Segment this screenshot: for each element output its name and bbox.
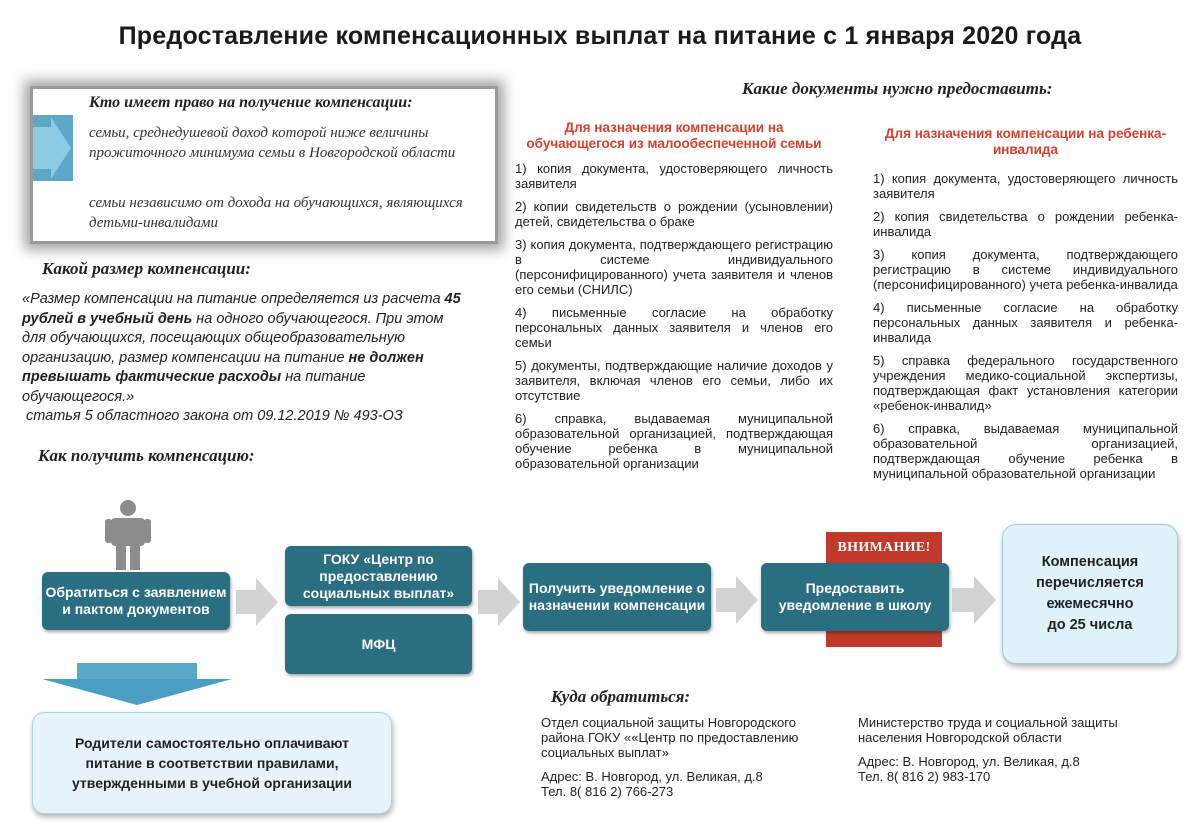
doc-item: 6) справка, выдаваемая муниципальной образовательной организацией, подтверждающая обучение ребенка в муниципальной образовательной организации (873, 421, 1178, 481)
quote-text: на одного обучающегося. При этом для обучающихся, посещающих общеобразовательную организацию, размер компенсации на питание (22, 310, 444, 366)
step-notice: Получить уведомление о назначении компенсации (523, 563, 711, 631)
doc-item: 4) письменные согласие на обработку персональных данных заявителя и ребенка-инвалида (873, 300, 1178, 345)
result-line: Компенсация (1041, 554, 1139, 570)
size-heading: Какой размер компенсации: (42, 259, 251, 278)
doc-item: 6) справка, выдаваемая муниципальной образовательной организацией, подтверждающая обучение ребенка в муниципальной образовательной организации (515, 411, 833, 471)
office-name: Отдел социальной защиты Новгородского района ГОКУ ««Центр по предоставлению социальных выплат» (541, 715, 799, 760)
arrow-right-icon (952, 576, 996, 624)
arrow-right-icon (33, 115, 73, 181)
office-social-protection (541, 715, 826, 799)
docs-column-title: Для назначения компенсации на ребенка-инвалида (884, 126, 1167, 157)
office-phone: Тел. 8( 816 2) 983-170 (858, 769, 991, 784)
arrow-right-icon (716, 576, 758, 624)
doc-item: 1) копия документа, удостоверяющего личность заявителя (873, 171, 1178, 201)
eligibility-heading: Кто имеет право на получение компенсации: (89, 94, 413, 111)
step-center: ГОКУ «Центр по предоставлению социальных выплат» (285, 546, 472, 606)
office-ministry (858, 715, 1158, 784)
doc-item: 5) справка федерального государственного учреждения медико-социальной экспертизы, подтверждающая факт установления категории «ребенок-инвалид» (873, 353, 1178, 413)
step-apply: Обратиться с заявлением и пактом документов (42, 572, 230, 630)
doc-item: 5) документы, подтверждающие наличие доходов у заявителя, включая членов его семьи, либо их отсутствие (515, 358, 833, 403)
quote-source: статья 5 областного закона от 09.12.2019 № 493-ОЗ (26, 408, 403, 424)
doc-item: 2) копия свидетельства о рождении ребенка-инвалида (873, 209, 1178, 239)
eligibility-item: семьи независимо от дохода на обучающихся, являющихся детьми-инвалидами (89, 195, 463, 231)
parents-note (32, 712, 392, 814)
page-title: Предоставление компенсационных выплат на питание с 1 января 2020 года (118, 22, 1082, 50)
result-line: перечисляется (1036, 575, 1144, 591)
eligibility-item: семьи, среднедушевой доход которой ниже величины прожиточного минимума семьи в Новгородской области (89, 125, 456, 161)
step-mfc: МФЦ (285, 614, 472, 674)
docs-disabled-column (873, 126, 1178, 489)
doc-item: 1) копия документа, удостоверяющего личность заявителя (515, 161, 833, 191)
doc-item: 2) копии свидетельств о рождении (усыновлении) детей, свидетельства о браке (515, 199, 833, 229)
person-icon (105, 500, 151, 570)
where-heading: Куда обратиться: (551, 687, 691, 706)
size-quote (22, 290, 467, 427)
quote-bold: не должен превышать фактические расходы (22, 349, 424, 385)
docs-low-income-column (515, 120, 833, 479)
result-line: ежемесячно (1046, 596, 1134, 612)
docs-heading: Какие документы нужно предоставить: (742, 79, 1053, 98)
how-heading: Как получить компенсацию: (38, 446, 255, 465)
arrow-right-icon (478, 578, 520, 626)
office-address: Адрес: В. Новгород, ул. Великая, д.8 (541, 769, 763, 784)
office-address: Адрес: В. Новгород, ул. Великая, д.8 (858, 754, 1080, 769)
parents-text: Родители самостоятельно оплачивают питание в соответствии правилами, утвержденными в учебной организации (71, 735, 353, 791)
office-phone: Тел. 8( 816 2) 766-273 (541, 784, 674, 799)
compensation-result (1002, 524, 1178, 664)
attention-label: ВНИМАНИЕ! (837, 540, 931, 555)
office-name: Министерство труда и социальной защиты населения Новгородской области (858, 715, 1118, 745)
eligibility-box (30, 86, 498, 244)
quote-text: на питание обучающегося.» (22, 369, 366, 405)
doc-item: 4) письменные согласие на обработку персональных данных заявителя и членов его семьи (515, 305, 833, 350)
quote-text: «Размер компенсации на питание определяется из расчета (22, 291, 445, 307)
arrow-right-icon (236, 578, 278, 626)
step-school: Предоставить уведомление в школу (761, 563, 949, 631)
docs-column-title: Для назначения компенсации на обучающегося из малообеспеченной семьи (526, 120, 822, 151)
quote-bold: 45 рублей в учебный день (22, 291, 461, 327)
doc-item: 3) копия документа, подтверждающего регистрацию в системе индивидуального (персонифицированного) учета заявителя и членов его семьи (СНИЛС) (515, 237, 833, 297)
arrow-down-icon (42, 663, 232, 705)
result-line: до 25 числа (1047, 617, 1133, 633)
doc-item: 3) копия документа, подтверждающего регистрацию в системе индивидуального (персонифицированного) учета ребенка-инвалида (873, 247, 1178, 292)
